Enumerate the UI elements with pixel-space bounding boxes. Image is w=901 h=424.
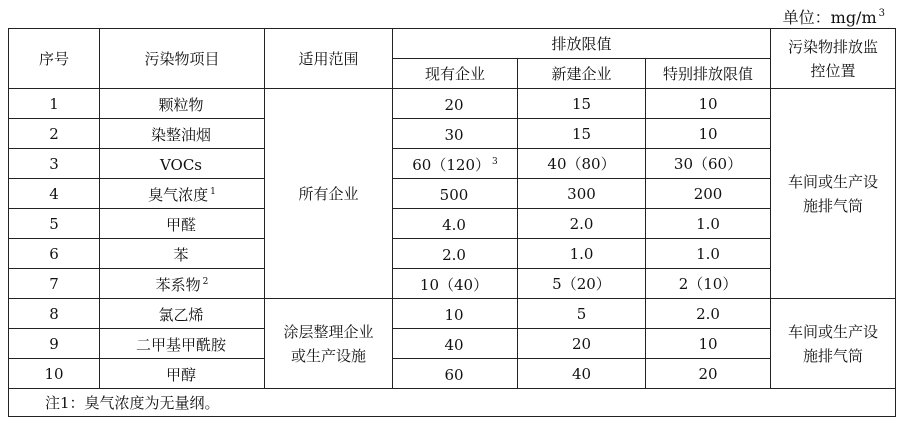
row-special: 1.0 — [646, 239, 771, 269]
table-row — [9, 179, 896, 209]
row-new: 5（20） — [518, 269, 646, 299]
row-new: 40 — [518, 359, 646, 389]
note-row — [9, 389, 896, 417]
row-new: 20 — [518, 329, 646, 359]
row-item: 二甲基甲酰胺 — [100, 329, 265, 359]
row-special: 200 — [646, 179, 771, 209]
header-special: 特别排放限值 — [646, 59, 771, 89]
row-special: 2（10） — [646, 269, 771, 299]
row-existing: 40 — [393, 329, 518, 359]
row-seq: 2 — [9, 119, 100, 149]
row-existing: 4.0 — [393, 209, 518, 239]
emission-limits-table — [8, 28, 896, 417]
row-item: 臭气浓度 $^1$ — [100, 179, 265, 209]
row-new: 40（80） — [518, 149, 646, 179]
row-new: 2.0 — [518, 209, 646, 239]
unit-label: 单位：mg/m $^3$ — [782, 8, 885, 27]
row-new: 1.0 — [518, 239, 646, 269]
row-item: 苯系物 $^2$ — [100, 269, 265, 299]
row-item: 颗粒物 — [100, 89, 265, 119]
row-existing: 500 — [393, 179, 518, 209]
header-seq: 序号 — [9, 29, 100, 89]
header-monitor: 污染物排放监 控位置 — [771, 29, 896, 89]
row-item: 氯乙烯 — [100, 299, 265, 329]
table-note: 注1：臭气浓度为无量纲。 — [9, 389, 896, 417]
row-item: VOCs — [100, 149, 265, 179]
row-new: 300 — [518, 179, 646, 209]
monitor-group-2: 车间或生产设 施排气筒 — [771, 299, 896, 389]
row-special: 30（60） — [646, 149, 771, 179]
row-existing: 10 — [393, 299, 518, 329]
row-special: 20 — [646, 359, 771, 389]
table-row — [9, 359, 896, 389]
table-row — [9, 239, 896, 269]
row-seq: 5 — [9, 209, 100, 239]
header-limits: 排放限值 — [393, 29, 771, 59]
row-new: 15 — [518, 119, 646, 149]
row-seq: 9 — [9, 329, 100, 359]
header-item: 污染物项目 — [100, 29, 265, 89]
header-row-1 — [9, 29, 896, 59]
row-existing: 30 — [393, 119, 518, 149]
table-row — [9, 119, 896, 149]
scope-group-coating: 涂层整理企业 或生产设施 — [265, 299, 393, 389]
row-existing: 2.0 — [393, 239, 518, 269]
table-row — [9, 269, 896, 299]
table-row — [9, 209, 896, 239]
row-special: 2.0 — [646, 299, 771, 329]
row-existing: 10（40） — [393, 269, 518, 299]
row-seq: 3 — [9, 149, 100, 179]
header-new: 新建企业 — [518, 59, 646, 89]
table-row — [9, 89, 896, 119]
row-special: 10 — [646, 329, 771, 359]
row-seq: 1 — [9, 89, 100, 119]
row-special: 1.0 — [646, 209, 771, 239]
header-scope: 适用范围 — [265, 29, 393, 89]
row-special: 10 — [646, 89, 771, 119]
table-row — [9, 299, 896, 329]
table-row — [9, 149, 896, 179]
row-seq: 6 — [9, 239, 100, 269]
row-seq: 4 — [9, 179, 100, 209]
row-seq: 8 — [9, 299, 100, 329]
row-item: 甲醛 — [100, 209, 265, 239]
row-seq: 10 — [9, 359, 100, 389]
row-item: 染整油烟 — [100, 119, 265, 149]
monitor-group-1: 车间或生产设 施排气筒 — [771, 89, 896, 299]
row-new: 15 — [518, 89, 646, 119]
row-existing: 60（120） $^3$ — [393, 149, 518, 179]
row-existing: 20 — [393, 89, 518, 119]
row-new: 5 — [518, 299, 646, 329]
row-seq: 7 — [9, 269, 100, 299]
scope-group-all: 所有企业 — [265, 89, 393, 299]
row-item: 甲醇 — [100, 359, 265, 389]
row-special: 10 — [646, 119, 771, 149]
table-row — [9, 329, 896, 359]
row-item: 苯 — [100, 239, 265, 269]
row-existing: 60 — [393, 359, 518, 389]
header-existing: 现有企业 — [393, 59, 518, 89]
